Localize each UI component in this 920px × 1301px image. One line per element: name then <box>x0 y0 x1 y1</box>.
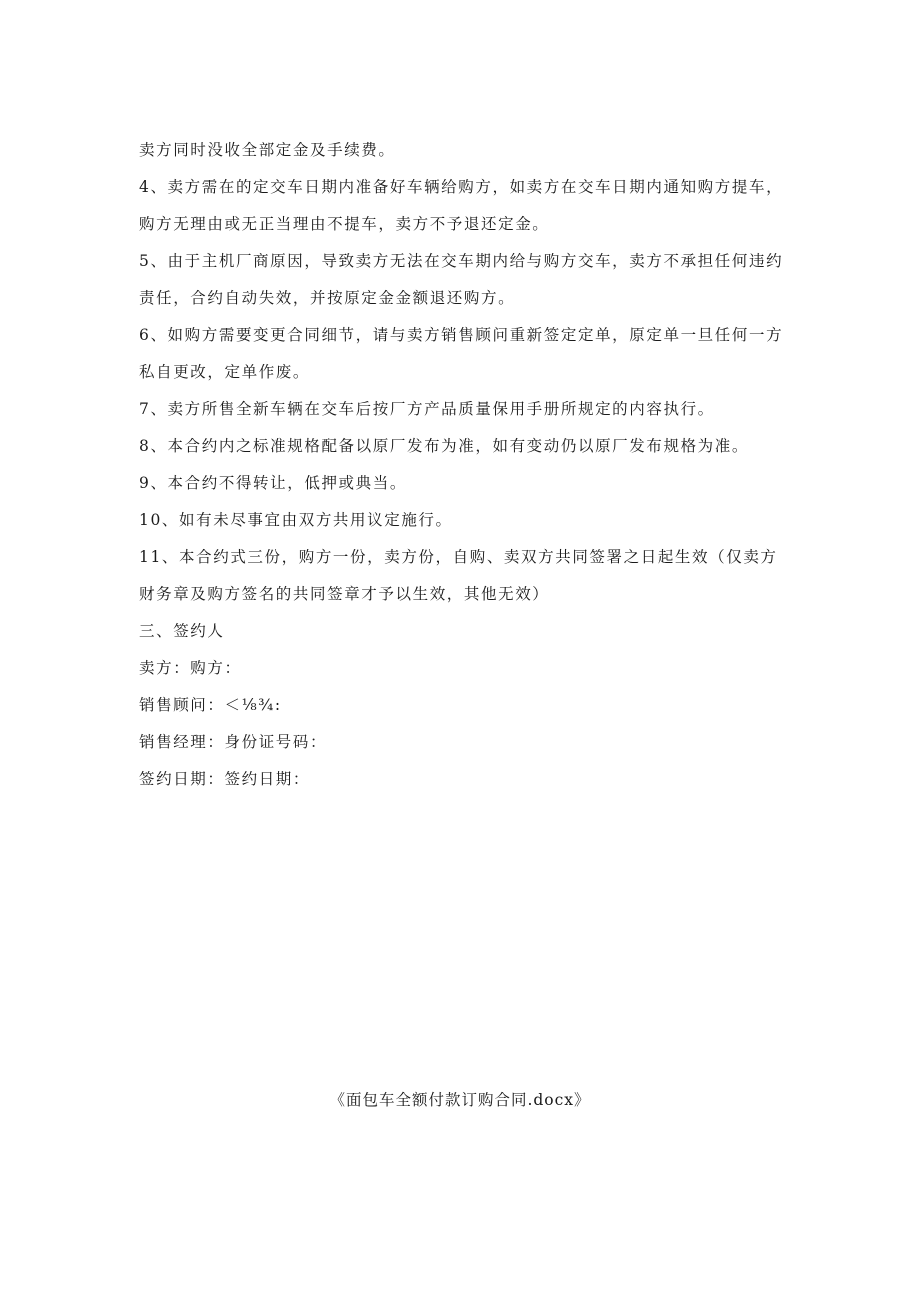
text-line: 8、本合约内之标准规格配备以原厂发布为准，如有变动仍以原厂发布规格为准。 <box>139 437 749 455</box>
signature-sales-manager <box>139 724 799 761</box>
text-line: 私自更改，定单作废。 <box>139 363 311 381</box>
document-body <box>139 132 799 798</box>
text-line: 责任，合约自动失效，并按原定金金额退还购方。 <box>139 289 516 307</box>
signature-seller-buyer <box>139 650 799 687</box>
text-line: 10、如有未尽事宜由双方共用议定施行。 <box>139 511 453 529</box>
text-line: 销售经理：身份证号码： <box>139 733 328 751</box>
text-line: 7、卖方所售全新车辆在交车后按厂方产品质量保用手册所规定的内容执行。 <box>139 400 715 418</box>
text-line: 11、本合约式三份，购方一份，卖方份，自购、卖双方共同签署之日起生效（仅卖方 <box>139 548 778 566</box>
signature-sales-consultant <box>139 687 799 724</box>
clause-5 <box>139 243 799 317</box>
text-line: 4、卖方需在的定交车日期内准备好车辆给购方，如卖方在交车日期内通知购方提车， <box>139 178 784 196</box>
text-line: 三、签约人 <box>139 622 225 640</box>
document-footer-filename: 《面包车全额付款订购合同.docx》 <box>329 1091 591 1109</box>
text-line: 财务章及购方签名的共同签章才予以生效，其他无效） <box>139 585 550 603</box>
text-line: 9、本合约不得转让，低押或典当。 <box>139 474 407 492</box>
paragraph-forfeit <box>139 132 799 169</box>
text-line: 签约日期：签约日期： <box>139 770 311 788</box>
clause-8 <box>139 428 799 465</box>
clause-9 <box>139 465 799 502</box>
section-heading-signatories <box>139 613 799 650</box>
text-line: 销售顾问：＜⅛¾: <box>139 696 282 714</box>
clause-7 <box>139 391 799 428</box>
clause-6 <box>139 317 799 391</box>
text-line: 购方无理由或无正当理由不提车，卖方不予退还定金。 <box>139 215 550 233</box>
text-line: 卖方：购方： <box>139 659 242 677</box>
clause-4 <box>139 169 799 243</box>
text-line: 卖方同时没收全部定金及手续费。 <box>139 141 396 159</box>
signature-dates <box>139 761 799 798</box>
clause-11 <box>139 539 799 613</box>
text-line: 6、如购方需要变更合同细节，请与卖方销售顾问重新签定定单，原定单一旦任何一方 <box>139 326 784 344</box>
text-line: 5、由于主机厂商原因，导致卖方无法在交车期内给与购方交车，卖方不承担任何违约 <box>139 252 784 270</box>
clause-10 <box>139 502 799 539</box>
